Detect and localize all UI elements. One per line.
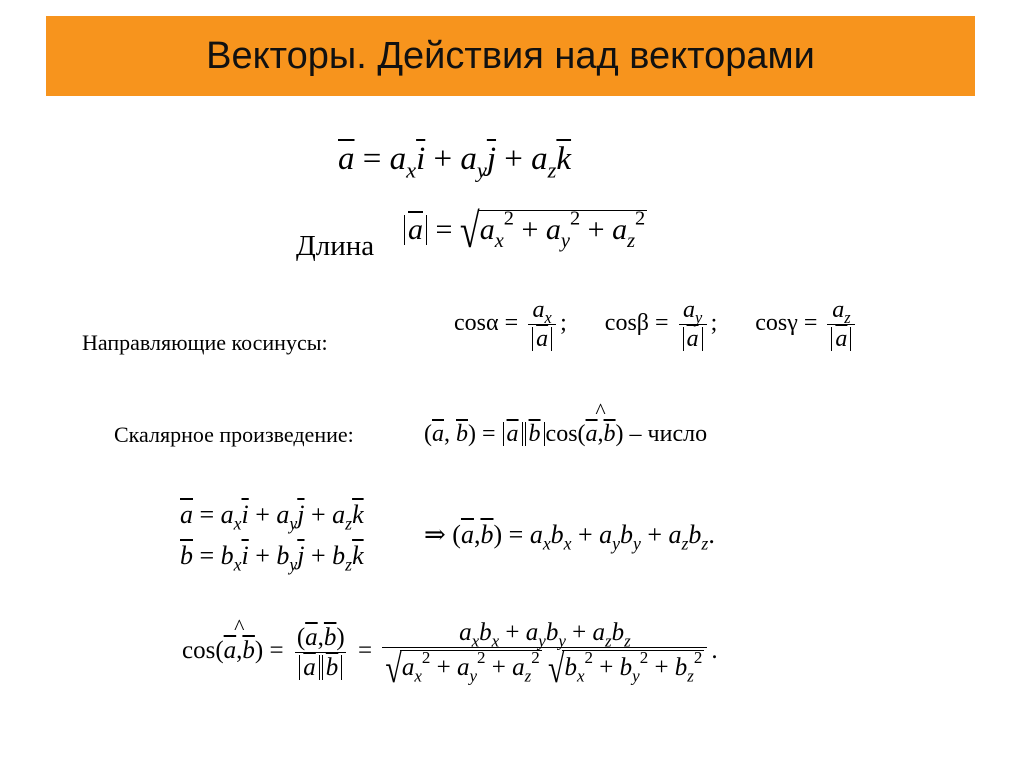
vector-b-coordinates: $\overline{b} = b_x\overline{i} + b_y\overline{j} + b_z\overline{k}$ — [180, 541, 364, 575]
scalar-product-coordinates: ⇒ $(\overline{a},\overline{b}) = a_xb_x + a_yb_y + a_zb_z$. — [424, 520, 715, 554]
vector-decomposition-formula: $\overline{a} = a_x\overline{i} + a_y\overline{j} + a_z\overline{k}$ — [338, 141, 572, 183]
direction-cosines-label: Направляющие косинусы: — [82, 330, 328, 355]
length-label: Длина — [296, 230, 375, 262]
scalar-product-definition: ($\overline{a}$, $\overline{b}) = \overline{a}$ $\overline{b}$ cos( ^ $\overline{a},\overline{b}$) – число — [424, 398, 708, 447]
page-title: Векторы. Действия над векторами — [206, 34, 815, 77]
title-bar — [46, 16, 975, 96]
implies-symbol: ⇒ — [424, 520, 446, 549]
scalar-product-label: Скалярное произведение: — [114, 422, 354, 447]
vector-a-coordinates: $\overline{a} = a_x\overline{i} + a_y\overline{j} + a_z\overline{k}$ — [180, 500, 364, 534]
angle-cosine-formula: cos( ^ $\overline{a},\overline{b}$) = $\frac{(\overline{a},\overline{b})}{\overline{a} \overline{b}}$ = $\frac{a_xb_x + a_yb_y + a_zb_z}{√a_x^2 + a_y^2 + a_z^2 √b_x^2 + b_y^2 + b_z^2}$ . — [182, 614, 718, 692]
vector-length-formula: $\overline{a} = √a_x^2 + a_y^2 + a_z^2$ — [403, 210, 647, 249]
direction-cosines-formula: cosα = $\frac{a_x}{a}$ ; cosβ = $\frac{a_y}{a}$ ; cosγ = $\frac{a_z}{a}$ — [454, 298, 859, 351]
